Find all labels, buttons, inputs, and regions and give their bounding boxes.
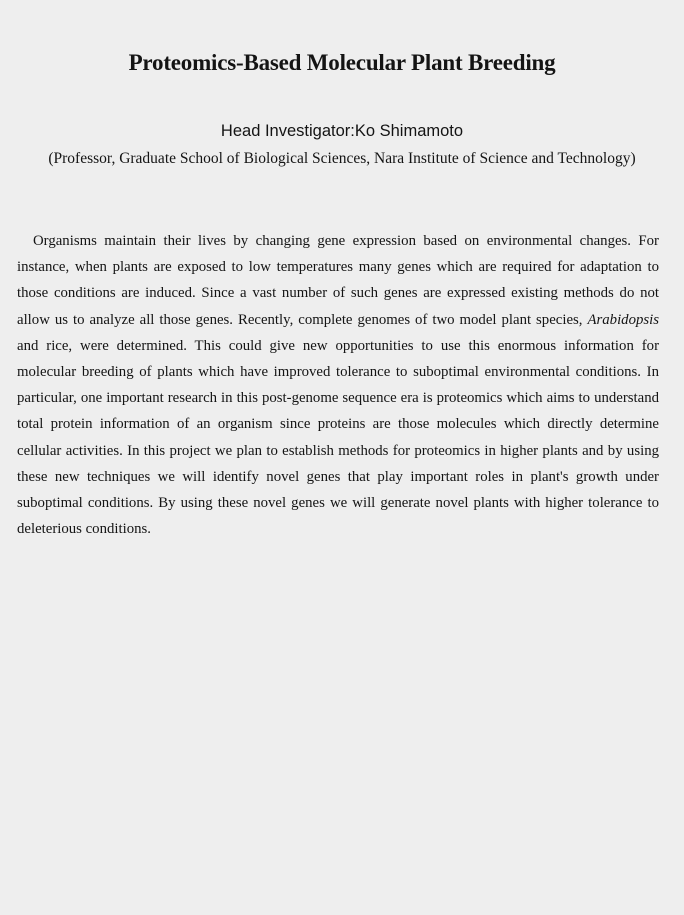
abstract-italic-term: Arabidopsis bbox=[587, 311, 659, 328]
abstract-text-part1: Organisms maintain their lives by changing gene expression based on environmental changes. For instance, when plants are exposed to low temperatures many genes which are required for adaptation to those conditions are induced. Since a vast number of such genes are expressed existing methods do not allow us to analyze all those genes. Recently, complete genomes of two model plant species, bbox=[17, 233, 659, 328]
document-title: Proteomics-Based Molecular Plant Breeding bbox=[128, 50, 556, 75]
abstract-paragraph bbox=[17, 228, 659, 542]
investigator-affiliation: (Professor, Graduate School of Biological Sciences, Nara Institute of Science and Technology) bbox=[48, 150, 636, 167]
abstract-text-part2: and rice, were determined. This could give new opportunities to use this enormous information for molecular breeding of plants which have improved tolerance to suboptimal environmental conditions. In particular, one important research in this post-genome sequence era is proteomics which aims to understand total protein information of an organism since proteins are those molecules which directly determine cellular activities. In this project we plan to establish methods for proteomics in higher plants and by using these new techniques we will identify novel genes that play important roles in plant's growth under suboptimal conditions. By using these novel genes we will generate novel plants with higher tolerance to deleterious conditions. bbox=[17, 337, 659, 538]
head-investigator: Head Investigator:Ko Shimamoto bbox=[220, 122, 464, 140]
